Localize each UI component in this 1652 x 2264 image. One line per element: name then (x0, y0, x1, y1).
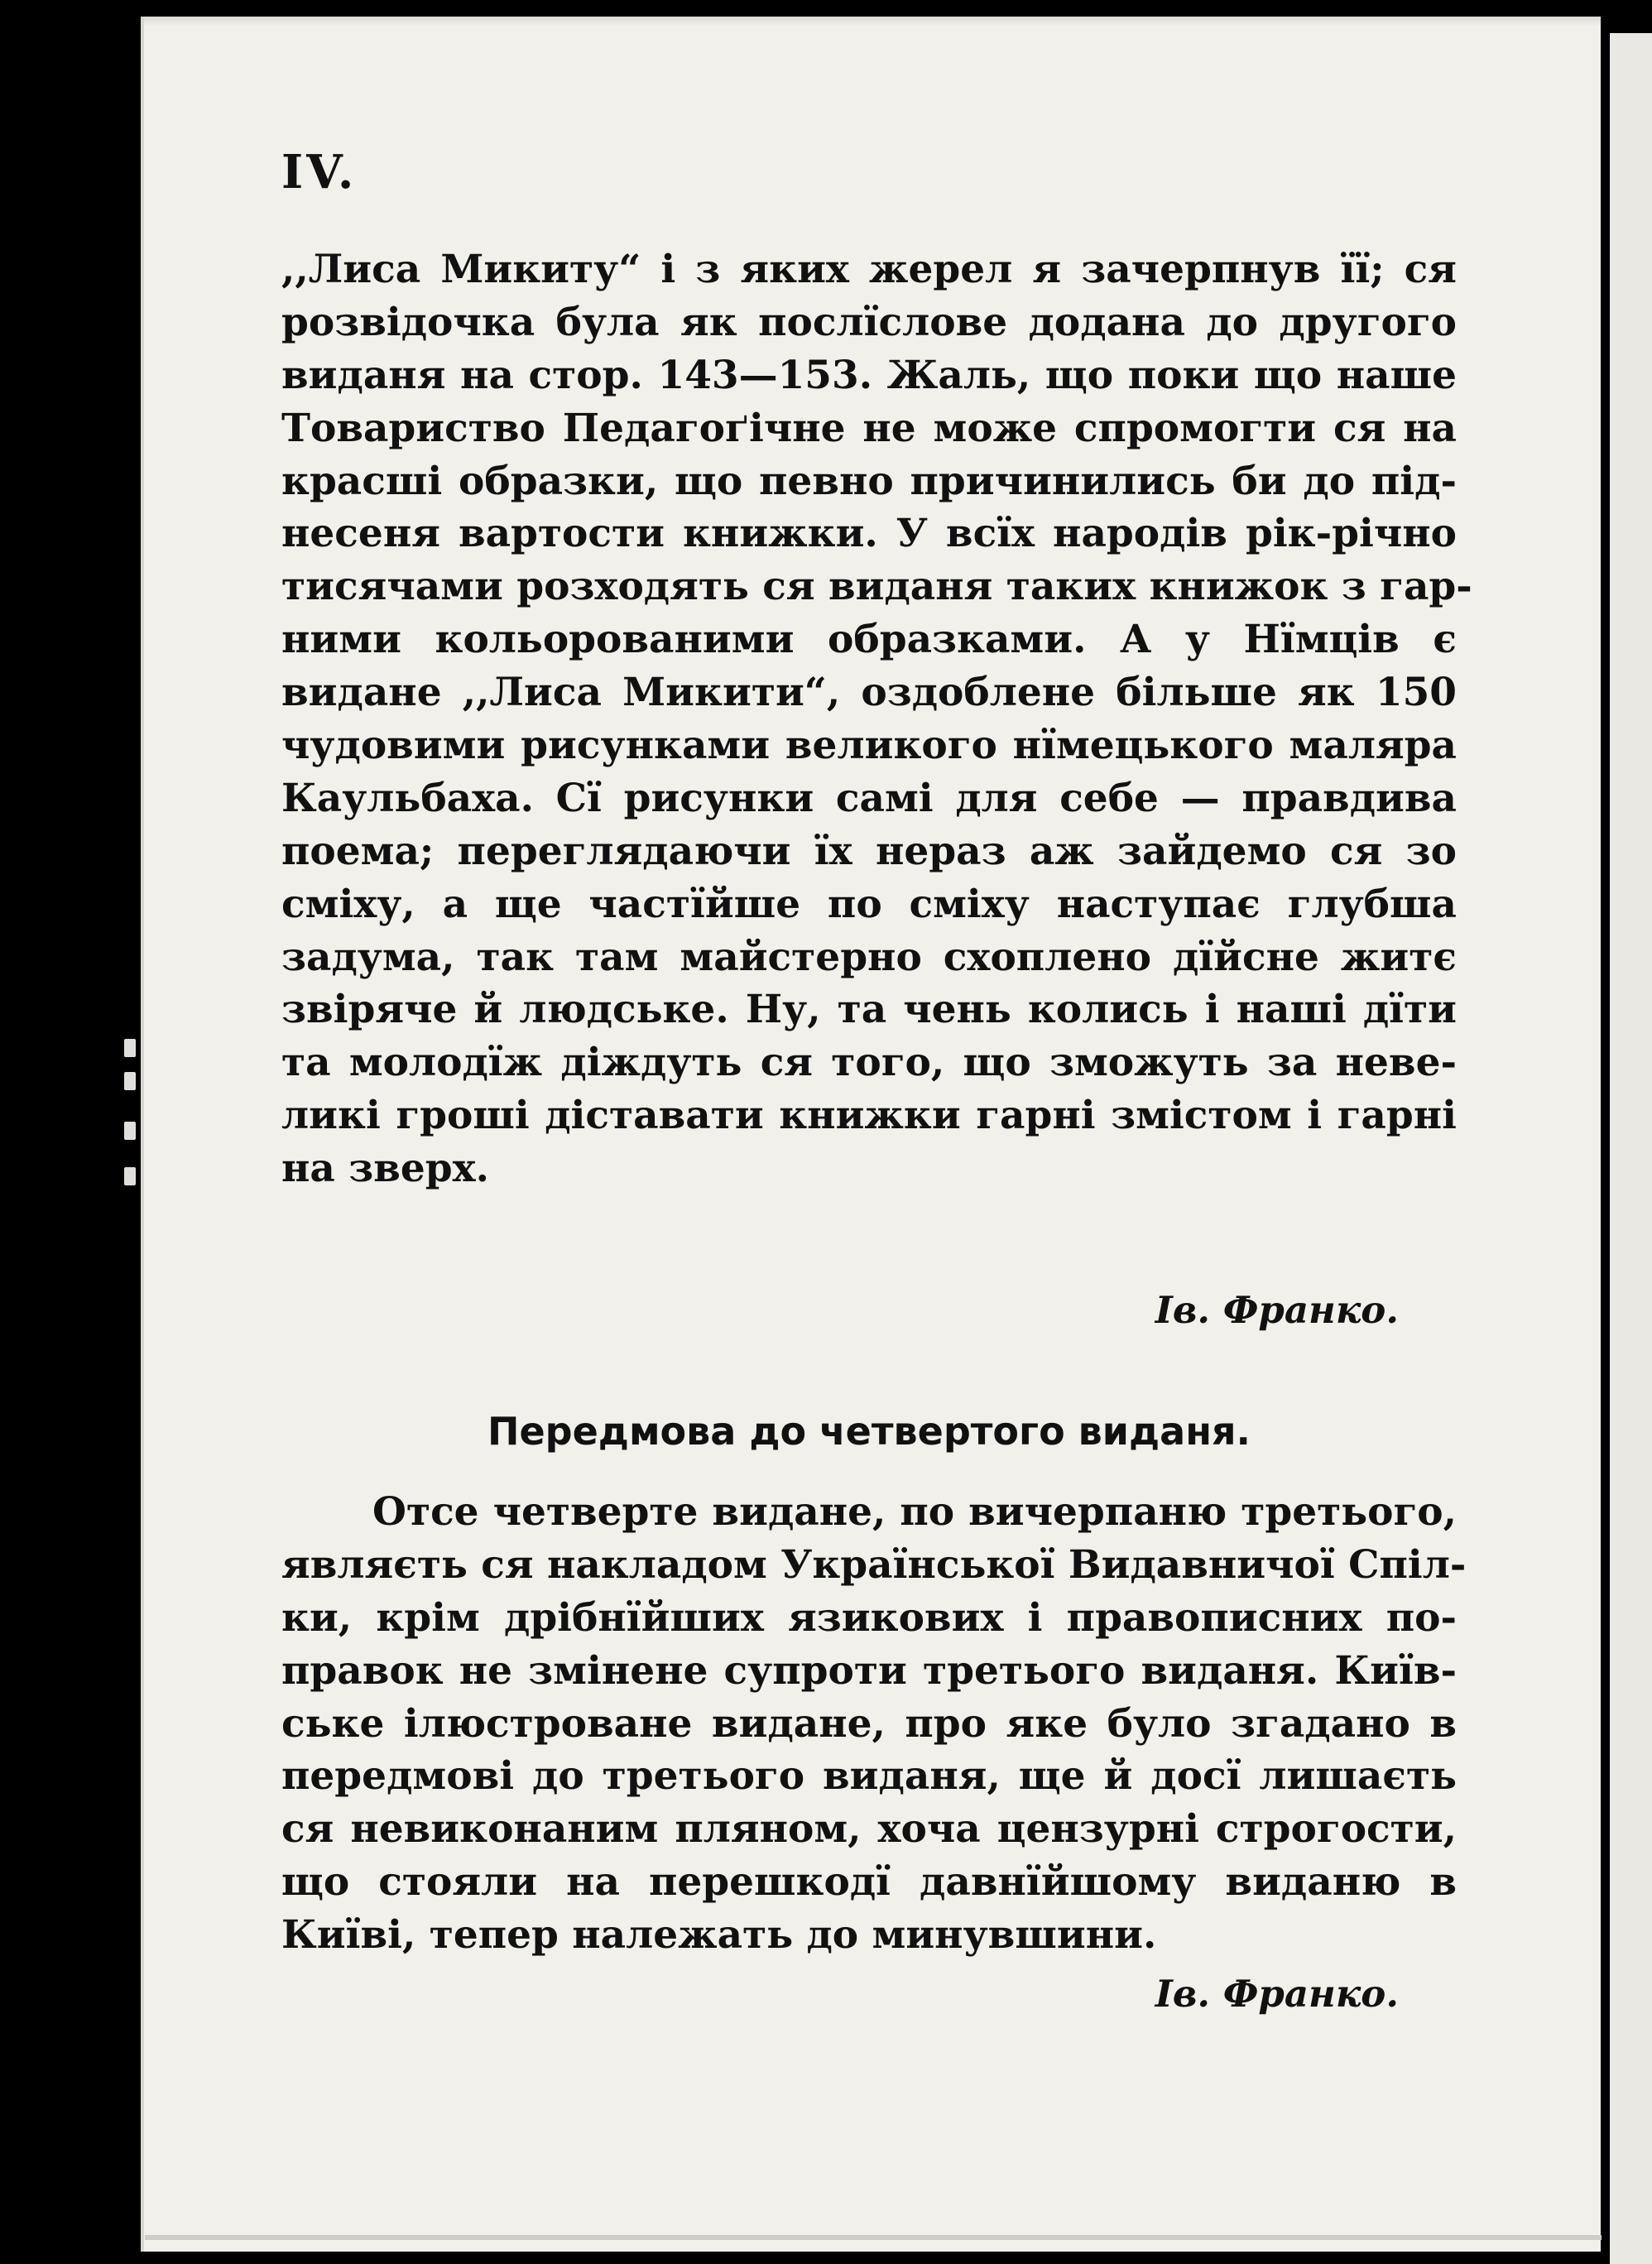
text-line: тисячами розходять ся виданя таких книжок з гар- (281, 564, 1472, 610)
page-number: IV. (281, 145, 358, 199)
text-line: ся невиконаним пляном, хоча цензурні строгости, (281, 1806, 1457, 1853)
text-line: ними кольорованими образками. А у Нїмців є (281, 617, 1457, 663)
text-line: сміху, а ще частїйше по сміху наступає глубша (281, 881, 1457, 927)
signature-1: Ів. Франко. (1155, 1288, 1399, 1332)
text-line: розвідочка була як послїслове додана до другого (281, 299, 1457, 345)
text-line: видане ,,Лиса Микити“, оздоблене більше як 150 (281, 670, 1457, 716)
text-line: ,,Лиса Микиту“ і з яких жерел я зачерпнув її; ся (281, 247, 1457, 292)
preface-paragraph (281, 1486, 1467, 1962)
text-line: та молодїж діждуть ся того, що зможуть за неве- (281, 1040, 1457, 1086)
text-line: виданя на стор. 143—153. Жаль, що поки що наше (281, 352, 1457, 398)
text-line: ки, крім дрібнїйших язикових і правописних по- (281, 1594, 1457, 1641)
margin-marks (124, 1039, 157, 1204)
text-line: ське ілюстроване видане, про яке було згадано в (281, 1700, 1457, 1747)
text-line: Київі, тепер належать до минувшини. (281, 1912, 1157, 1959)
intro-paragraph (281, 243, 1472, 1195)
text-line: Отсе четверте видане, по вичерпаню третього, (372, 1489, 1457, 1535)
signature-2: Ів. Франко. (1155, 1972, 1399, 2016)
text-line: являєть ся накладом Української Видавничої Спіл- (281, 1541, 1467, 1588)
text-line: несеня вартости книжки. У всїх народів рік-річно (281, 511, 1457, 557)
text-line: передмові до третього виданя, ще й досї лишаєть (281, 1753, 1457, 1800)
text-line: на зверх. (281, 1146, 490, 1192)
text-line: що стояли на перешкодї давнїйшому виданю в (281, 1859, 1457, 1906)
text-line: ликі гроші діставати книжки гарні змістом і гарні (281, 1093, 1457, 1139)
text-line: правок не змінене супроти третього виданя. Київ- (281, 1647, 1457, 1694)
adjacent-page-edge (1610, 33, 1652, 2264)
page-bottom-edge (145, 2235, 1602, 2240)
text-line: Товариство Педагоґічне не може спромогти ся на (281, 405, 1457, 451)
text-line: задума, так там майстерно схоплено дїйсне житє (281, 934, 1457, 980)
section-heading: Передмова до четвертого виданя. (487, 1409, 1251, 1454)
text-line: чудовими рисунками великого нїмецького маляра (281, 723, 1457, 769)
text-line: Каульбаха. Сї рисунки самі для себе — правдива (281, 775, 1457, 821)
text-line: поема; переглядаючи їх нераз аж зайдемо ся зо (281, 828, 1457, 874)
text-line: звіряче й людське. Ну, та чень колись і наші дїти (281, 987, 1457, 1033)
text-line: красші образки, що певно причинились би до під- (281, 458, 1457, 504)
